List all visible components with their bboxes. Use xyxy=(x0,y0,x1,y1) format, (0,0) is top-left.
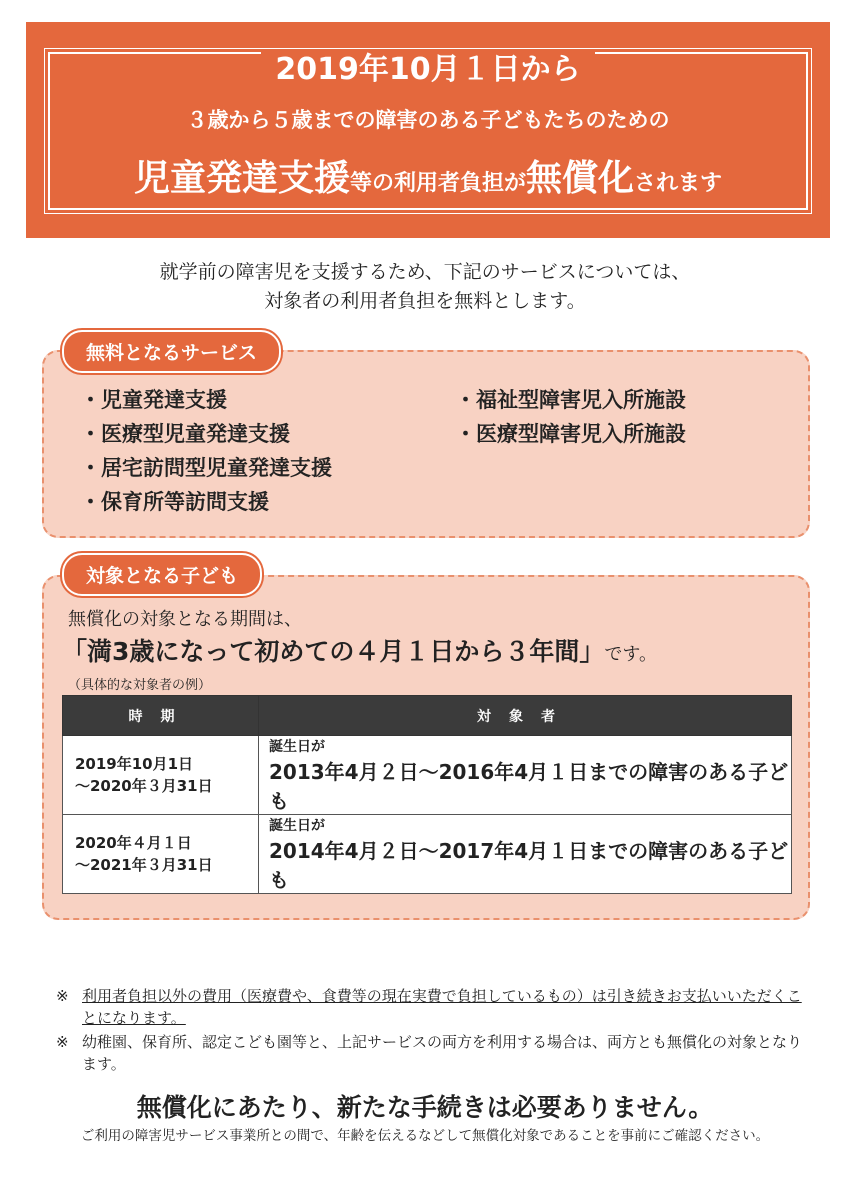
example-label: （具体的な対象者の例） xyxy=(68,678,212,693)
title-part: 等の利用者負担が xyxy=(349,171,526,196)
service-item: ・医療型障害児入所施設 xyxy=(455,422,686,446)
table-row xyxy=(63,736,792,815)
no-procedure-statement: 無償化にあたり、新たな手続きは必要ありません。 xyxy=(136,1093,714,1122)
birthday-label: 誕生日が xyxy=(269,818,325,834)
period-start: 2019年10月1日 xyxy=(75,755,194,773)
intro-line: 対象者の利用者負担を無料とします。 xyxy=(264,290,586,312)
period-intro: 無償化の対象となる期間は、 xyxy=(68,609,302,630)
target-cell xyxy=(259,736,792,815)
services-right xyxy=(455,383,686,451)
intro-text xyxy=(0,258,850,316)
target-cell xyxy=(259,815,792,894)
services-tag: 無料となるサービス xyxy=(62,330,281,373)
note-text: 利用者負担以外の費用（医療費や、食費等の現在実費で負担しているもの）は引き続きお支払いいただくことになります。 xyxy=(82,987,802,1027)
target-tag: 対象となる子ども xyxy=(62,553,262,596)
footer-note: ご利用の障害児サービス事業所との間で、年齢を伝えるなどして無償化対象であることを事前にご確認ください。 xyxy=(80,1128,770,1144)
note xyxy=(56,985,816,1029)
notes xyxy=(56,985,816,1077)
header-banner xyxy=(26,22,830,238)
period-end: ～2020年３月31日 xyxy=(75,777,213,795)
period-cell xyxy=(63,736,259,815)
eligibility-table xyxy=(62,695,792,894)
period-text: 「満3歳になって初めての４月１日から３年間」 xyxy=(62,637,605,666)
period-statement xyxy=(62,632,657,668)
start-date xyxy=(26,44,830,88)
period-end: ～2021年３月31日 xyxy=(75,856,213,874)
note xyxy=(56,1031,816,1075)
note-mark: ※ xyxy=(56,987,69,1005)
title-part: 児童発達支援 xyxy=(133,158,350,199)
note-mark: ※ xyxy=(56,1033,69,1051)
service-item: ・児童発達支援 xyxy=(80,388,227,412)
services-left xyxy=(80,383,332,519)
period-suffix: です。 xyxy=(604,644,657,665)
service-item: ・医療型児童発達支援 xyxy=(80,422,290,446)
intro-line: 就学前の障害児を支援するため、下記のサービスについては、 xyxy=(159,261,691,283)
table-row xyxy=(63,815,792,894)
service-item: ・福祉型障害児入所施設 xyxy=(455,388,686,412)
header-target: 対象者 xyxy=(259,696,792,736)
header-subtitle: ３歳から５歳までの障害のある子どもたちのための xyxy=(186,108,670,132)
birthday-label: 誕生日が xyxy=(269,739,325,755)
table-header xyxy=(63,696,792,736)
title-part: されます xyxy=(634,171,723,196)
birthday-range: 2013年4月２日～2016年4月１日までの障害のある子ども xyxy=(269,760,789,813)
header-period: 時期 xyxy=(63,696,259,736)
title-part: 無償化 xyxy=(526,158,635,199)
header-title xyxy=(26,150,830,201)
period-cell xyxy=(63,815,259,894)
birthday-range: 2014年4月２日～2017年4月１日までの障害のある子ども xyxy=(269,839,789,892)
note-text: 幼稚園、保育所、認定こども園等と、上記サービスの両方を利用する場合は、両方とも無償化の対象となります。 xyxy=(82,1033,803,1073)
start-date-text: 2019年10月１日から xyxy=(261,52,594,87)
period-start: 2020年４月１日 xyxy=(75,834,192,852)
service-item: ・保育所等訪問支援 xyxy=(80,490,269,514)
service-item: ・居宅訪問型児童発達支援 xyxy=(80,456,332,480)
